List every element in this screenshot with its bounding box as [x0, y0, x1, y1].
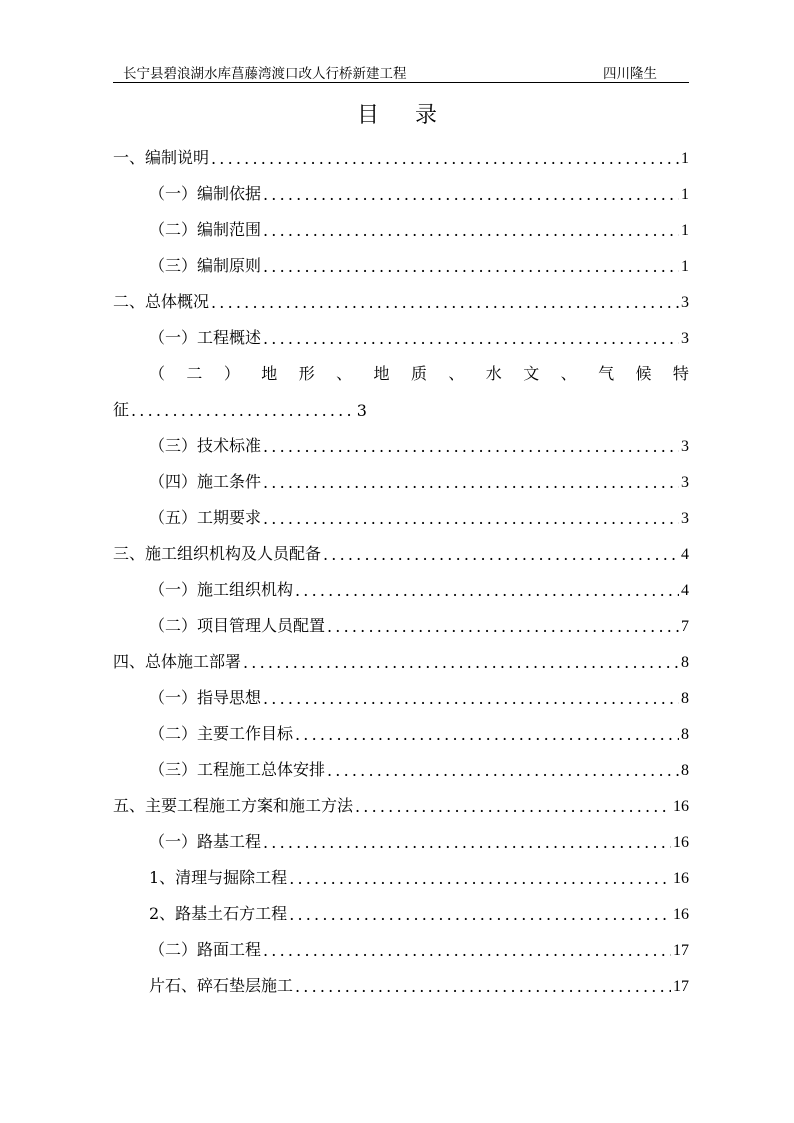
toc-entry[interactable]: （一）施工组织机构 ..... 4 — [149, 572, 689, 600]
toc-leader-dots: ........................... — [131, 401, 355, 420]
toc-entry[interactable]: （三）技术标准 ..... 3 — [149, 428, 689, 456]
toc-entry[interactable]: 1、清理与掘除工程 ..... 16 — [149, 860, 689, 888]
toc-page-number: 1 — [681, 222, 689, 239]
toc-page-number: 8 — [681, 654, 689, 671]
toc-entry[interactable]: 一、编制说明 ..... 1 — [113, 140, 689, 168]
toc-entry[interactable]: （二）项目管理人员配置 ..... 7 — [149, 608, 689, 636]
toc-entry[interactable]: （二）路面工程 ..... 17 — [149, 932, 689, 960]
toc-page-number: 8 — [681, 762, 689, 779]
toc-entry[interactable]: （五）工期要求 ..... 3 — [149, 500, 689, 528]
header-company: 四川隆生 — [603, 66, 657, 82]
toc-page-number: 3 — [681, 294, 689, 311]
toc-page-number: 3 — [681, 510, 689, 527]
toc-page-number: 7 — [681, 618, 689, 635]
toc-entry-justified[interactable]: （ 二 ） 地 形 、 地 质 、 水 文 、 气 候 特 — [149, 364, 689, 383]
toc-entry[interactable]: 二、总体概况 ..... 3 — [113, 284, 689, 312]
toc-entry[interactable]: （二）编制范围 ..... 1 — [149, 212, 689, 240]
toc-page-number: 16 — [673, 870, 689, 887]
toc-entry[interactable]: （一）指导思想 ..... 8 — [149, 680, 689, 708]
toc-entry[interactable]: 2、路基土石方工程 ..... 16 — [149, 896, 689, 924]
header-project-title: 长宁县碧浪湖水库菖藤湾渡口改人行桥新建工程 — [123, 66, 407, 82]
toc-entry[interactable]: （一）工程概述 ..... 3 — [149, 320, 689, 348]
toc-page-number: 3 — [681, 330, 689, 347]
toc-page-number: 16 — [673, 834, 689, 851]
page-header — [113, 60, 689, 83]
toc-entry[interactable]: （一）路基工程 ..... 16 — [149, 824, 689, 852]
toc-page-number: 3 — [681, 474, 689, 491]
toc-page-number: 3 — [681, 438, 689, 455]
toc-page-number: 1 — [681, 186, 689, 203]
toc-entry[interactable]: 五、主要工程施工方案和施工方法 ..... 16 — [113, 788, 689, 816]
toc-entry[interactable]: 三、施工组织机构及人员配备 ..... 4 — [113, 536, 689, 564]
toc-entry[interactable]: （三）编制原则 ..... 1 — [149, 248, 689, 276]
toc-page-number: 3 — [356, 401, 367, 420]
toc-page-number: 8 — [681, 690, 689, 707]
toc-entry[interactable]: （一）编制依据 ..... 1 — [149, 176, 689, 204]
toc-entry[interactable]: （二）主要工作目标 ..... 8 — [149, 716, 689, 744]
toc-entry[interactable]: （四）施工条件 ..... 3 — [149, 464, 689, 492]
toc-page-number: 1 — [681, 150, 689, 167]
toc-entry[interactable]: （三）工程施工总体安排 ..... 8 — [149, 752, 689, 780]
toc-entry[interactable]: 四、总体施工部署 ..... 8 — [113, 644, 689, 672]
toc-entry[interactable]: 片石、碎石垫层施工 ..... 17 — [149, 968, 689, 996]
toc-page-number: 4 — [681, 582, 689, 599]
toc-entry-wrapped-tail[interactable]: 征 ........................... 3 — [113, 400, 367, 420]
toc-page-number: 16 — [673, 798, 689, 815]
toc-page-number: 4 — [681, 546, 689, 563]
toc-page-number: 8 — [681, 726, 689, 743]
toc-page-number: 16 — [673, 906, 689, 923]
toc-title: 目录 — [356, 103, 473, 128]
toc-page-number: 17 — [673, 942, 689, 959]
toc-page-number: 17 — [673, 978, 689, 995]
toc-page-number: 1 — [681, 258, 689, 275]
